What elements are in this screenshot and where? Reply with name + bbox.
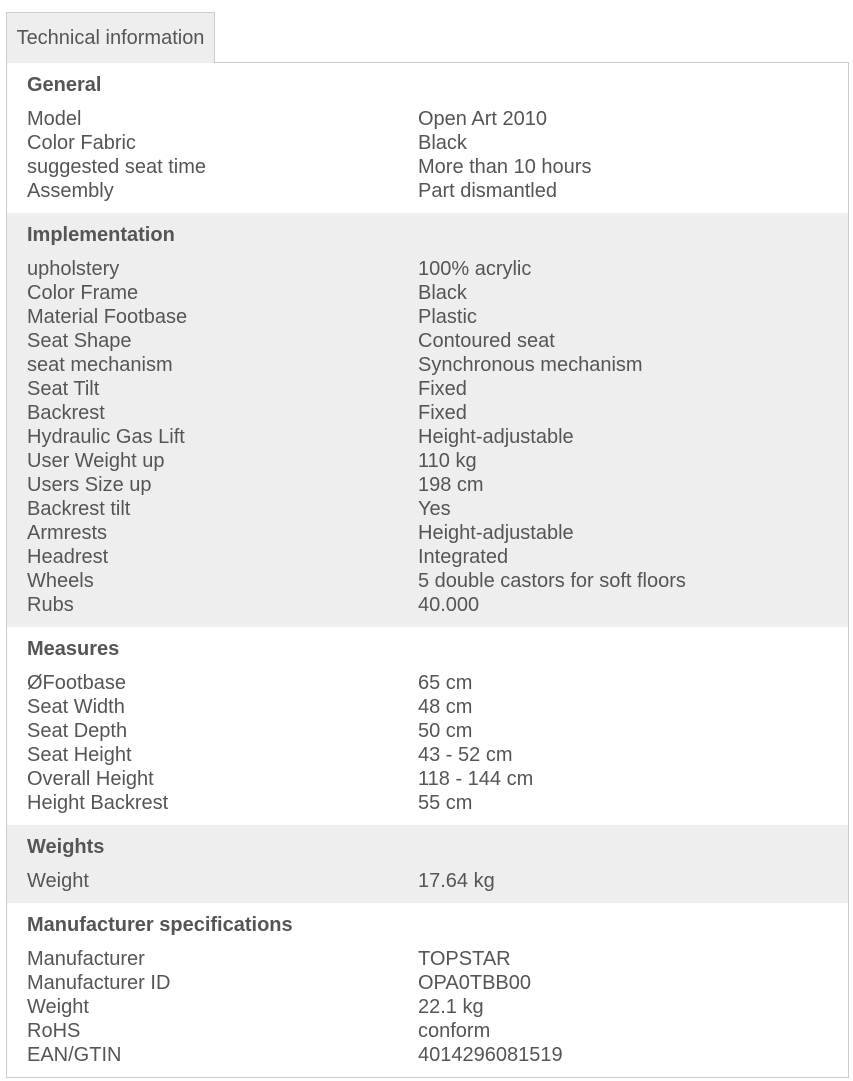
spec-value: Black bbox=[418, 132, 467, 154]
spec-value: Open Art 2010 bbox=[418, 108, 547, 130]
spec-row bbox=[27, 995, 828, 1019]
section-general bbox=[7, 63, 848, 213]
spec-label: suggested seat time bbox=[27, 156, 206, 178]
spec-row bbox=[27, 131, 828, 155]
spec-value: 43 - 52 cm bbox=[418, 744, 513, 766]
spec-label: Wheels bbox=[27, 570, 94, 592]
spec-row bbox=[27, 179, 828, 203]
spec-value: 65 cm bbox=[418, 672, 473, 694]
spec-label: RoHS bbox=[27, 1020, 81, 1042]
spec-label: Backrest tilt bbox=[27, 498, 131, 520]
spec-value: 55 cm bbox=[418, 792, 473, 814]
spec-label: Weight bbox=[27, 870, 89, 892]
spec-value: Height-adjustable bbox=[418, 522, 574, 544]
spec-value: 198 cm bbox=[418, 474, 484, 496]
spec-row bbox=[27, 671, 828, 695]
spec-value: 17.64 kg bbox=[418, 870, 495, 892]
spec-row bbox=[27, 743, 828, 767]
spec-value: 4014296081519 bbox=[418, 1044, 563, 1066]
section-title-manufacturer-specifications: Manufacturer specifications bbox=[27, 914, 293, 936]
section-implementation bbox=[7, 213, 848, 627]
spec-row bbox=[27, 1043, 828, 1067]
spec-value: 100% acrylic bbox=[418, 258, 532, 280]
spec-value: 5 double castors for soft floors bbox=[418, 570, 686, 592]
spec-row bbox=[27, 449, 828, 473]
spec-value: 48 cm bbox=[418, 696, 473, 718]
spec-label: Rubs bbox=[27, 594, 74, 616]
spec-value: Fixed bbox=[418, 402, 467, 424]
spec-value: 110 kg bbox=[418, 450, 477, 472]
technical-information-panel bbox=[6, 62, 849, 1078]
spec-value: Synchronous mechanism bbox=[418, 354, 643, 376]
spec-label: Headrest bbox=[27, 546, 109, 568]
spec-label: Seat Shape bbox=[27, 330, 132, 352]
spec-label: EAN/GTIN bbox=[27, 1044, 122, 1066]
spec-label: seat mechanism bbox=[27, 354, 173, 376]
spec-value: 40.000 bbox=[418, 594, 480, 616]
spec-label: Manufacturer bbox=[27, 948, 145, 970]
section-title-measures: Measures bbox=[27, 638, 120, 660]
spec-label: Material Footbase bbox=[27, 306, 188, 328]
spec-row bbox=[27, 425, 828, 449]
spec-row bbox=[27, 767, 828, 791]
spec-label: Manufacturer ID bbox=[27, 972, 171, 994]
spec-value: Contoured seat bbox=[418, 330, 555, 352]
spec-row bbox=[27, 377, 828, 401]
spec-label: upholstery bbox=[27, 258, 120, 280]
spec-label: Model bbox=[27, 108, 82, 130]
section-title-weights: Weights bbox=[27, 836, 105, 858]
spec-row bbox=[27, 1019, 828, 1043]
spec-row bbox=[27, 545, 828, 569]
spec-row bbox=[27, 971, 828, 995]
spec-value: Black bbox=[418, 282, 467, 304]
spec-row bbox=[27, 107, 828, 131]
spec-row bbox=[27, 305, 828, 329]
spec-value: 50 cm bbox=[418, 720, 473, 742]
spec-row bbox=[27, 521, 828, 545]
spec-value: conform bbox=[418, 1020, 491, 1042]
spec-label: ØFootbase bbox=[27, 672, 126, 694]
spec-label: Seat Width bbox=[27, 696, 125, 718]
spec-row bbox=[27, 155, 828, 179]
spec-row bbox=[27, 869, 828, 893]
spec-row bbox=[27, 947, 828, 971]
spec-label: Height Backrest bbox=[27, 792, 169, 814]
spec-value: Plastic bbox=[418, 306, 477, 328]
spec-row bbox=[27, 569, 828, 593]
section-weights bbox=[7, 825, 848, 903]
spec-row bbox=[27, 497, 828, 521]
section-measures bbox=[7, 627, 848, 825]
spec-row bbox=[27, 329, 828, 353]
spec-label: Hydraulic Gas Lift bbox=[27, 426, 185, 448]
spec-label: Color Frame bbox=[27, 282, 139, 304]
spec-label: Seat Height bbox=[27, 744, 132, 766]
spec-label: Color Fabric bbox=[27, 132, 136, 154]
spec-label: Weight bbox=[27, 996, 89, 1018]
spec-label: Backrest bbox=[27, 402, 105, 424]
spec-label: Users Size up bbox=[27, 474, 152, 496]
section-title-implementation: Implementation bbox=[27, 224, 175, 246]
spec-value: Integrated bbox=[418, 546, 509, 568]
spec-value: OPA0TBB00 bbox=[418, 972, 532, 994]
spec-row bbox=[27, 593, 828, 617]
spec-row bbox=[27, 695, 828, 719]
spec-value: TOPSTAR bbox=[418, 948, 511, 970]
spec-label: User Weight up bbox=[27, 450, 165, 472]
tab-technical-information[interactable]: Technical information bbox=[6, 12, 215, 63]
spec-label: Seat Depth bbox=[27, 720, 128, 742]
spec-label: Armrests bbox=[27, 522, 107, 544]
spec-value: Yes bbox=[418, 498, 451, 520]
spec-value: 118 - 144 cm bbox=[418, 768, 534, 790]
spec-label: Seat Tilt bbox=[27, 378, 100, 400]
spec-row bbox=[27, 401, 828, 425]
spec-label: Assembly bbox=[27, 180, 114, 202]
spec-row bbox=[27, 281, 828, 305]
spec-row bbox=[27, 719, 828, 743]
spec-value: Part dismantled bbox=[418, 180, 557, 202]
spec-value: 22.1 kg bbox=[418, 996, 484, 1018]
spec-value: Height-adjustable bbox=[418, 426, 574, 448]
section-title-general: General bbox=[27, 74, 102, 96]
spec-value: More than 10 hours bbox=[418, 156, 592, 178]
spec-row bbox=[27, 353, 828, 377]
spec-row bbox=[27, 473, 828, 497]
spec-value: Fixed bbox=[418, 378, 467, 400]
section-manufacturer-specifications bbox=[7, 903, 848, 1077]
spec-row bbox=[27, 257, 828, 281]
spec-label: Overall Height bbox=[27, 768, 154, 790]
spec-row bbox=[27, 791, 828, 815]
